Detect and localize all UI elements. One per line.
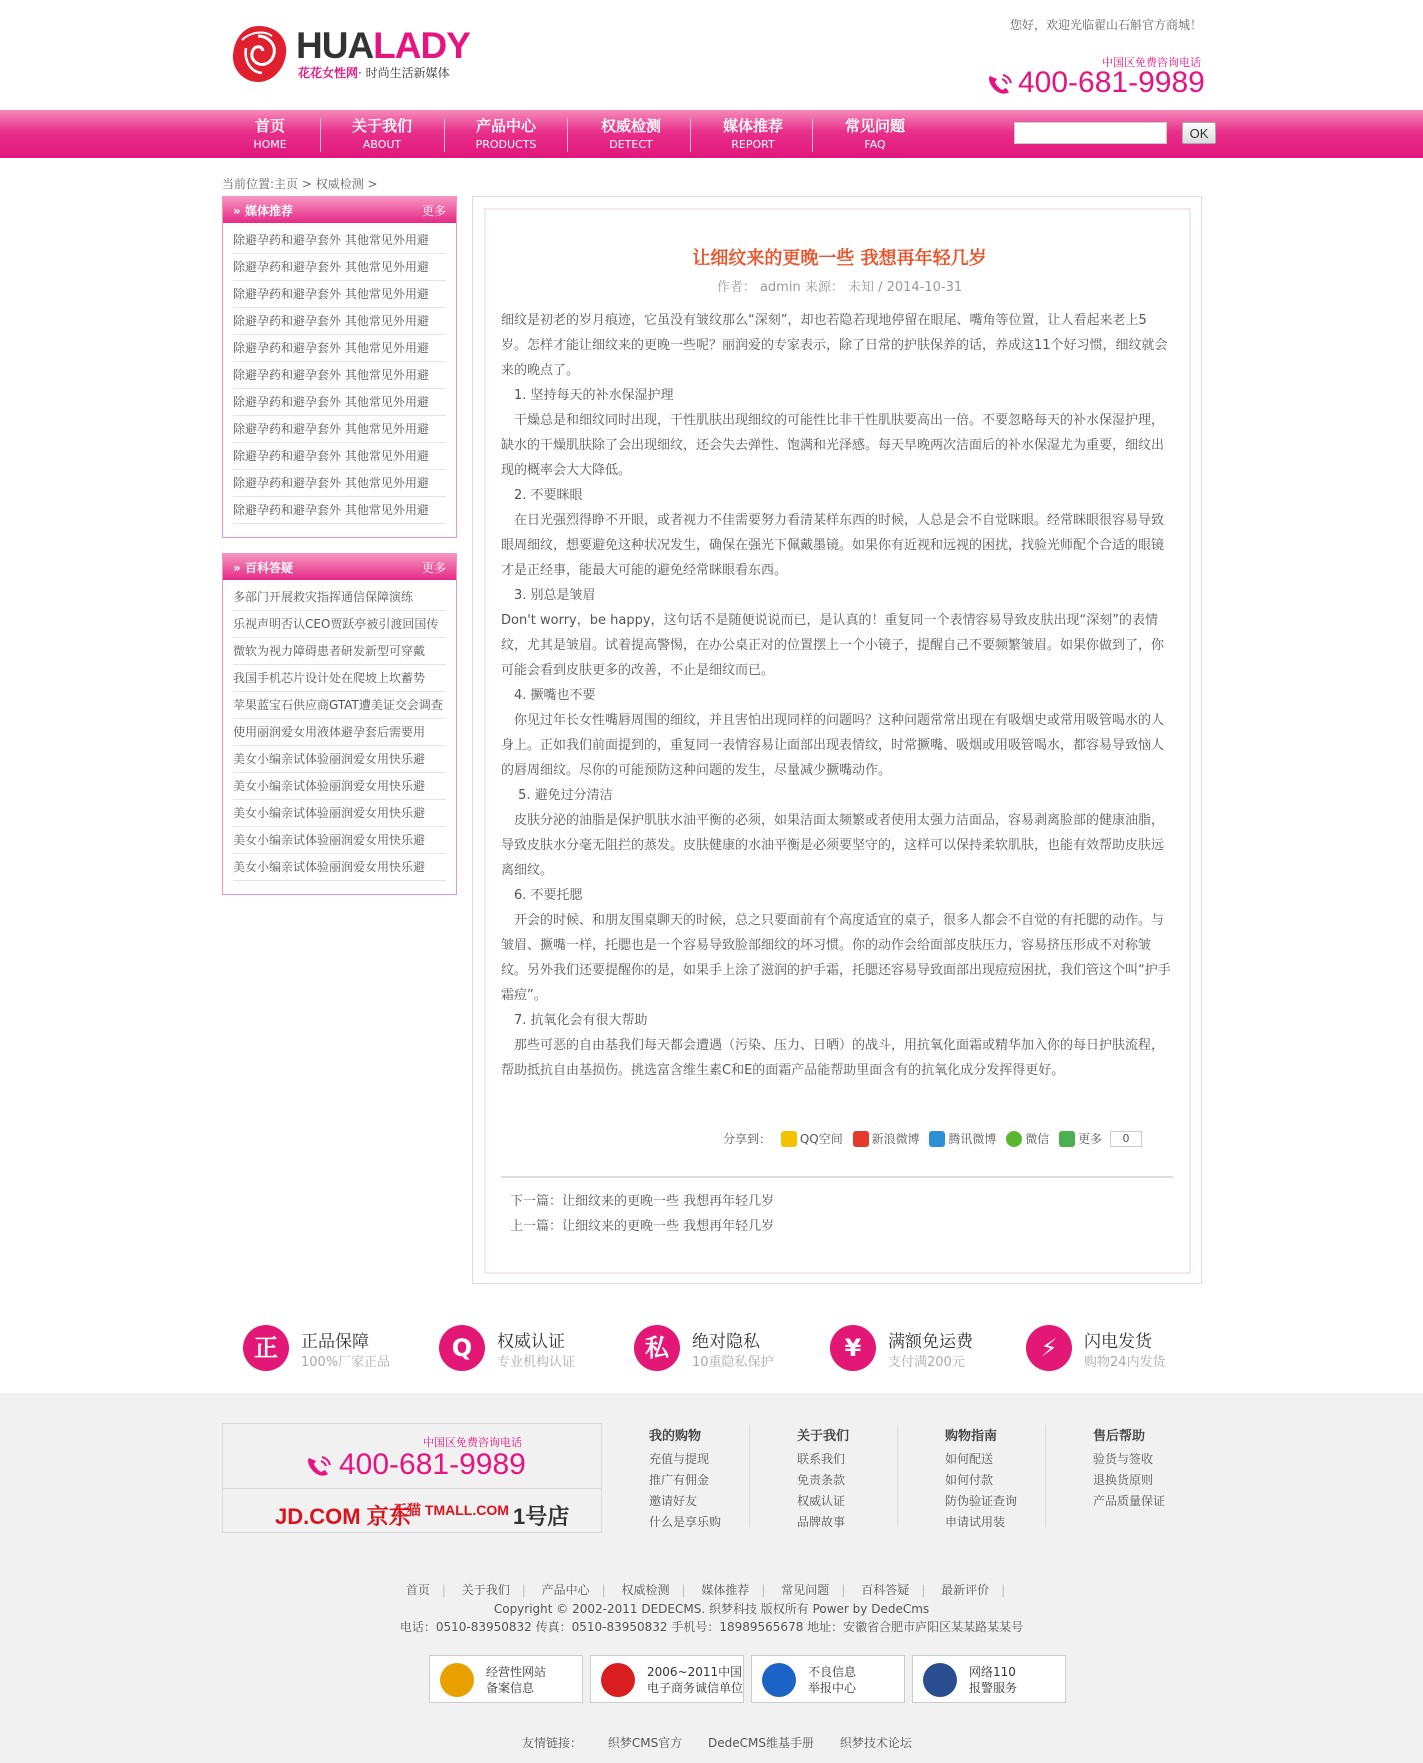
article-paragraph: 3. 别总是皱眉 [501, 588, 596, 603]
list-item[interactable]: 美女小编亲试体验丽润爱女用快乐避 [233, 827, 446, 854]
footer-hotline-label: 中国区免费咨询电话 [423, 1436, 522, 1449]
list-item[interactable]: 苹果蓝宝石供应商GTAT遭美证交会调查 [233, 692, 446, 719]
footer-hotline-number: 400-681-9989 [339, 1448, 526, 1481]
article-paragraph: 开会的时候、和朋友围桌聊天的时候，总之只要面前有个高度适宜的桌子，很多人都会不自觉的有托腮的动作。与皱眉、撅嘴一样，托腮也是一个容易导致脸部细纹的坏习惯。你的动作会给面部皮肤压力，容易挤压形成不对称皱纹。另外我们还要提醒你的是，如果手上涂了滋润的护手霜，托腮还容易导致面部出现痘痘困扰，我们管这个叫“护手霜痘”。 [501, 913, 1171, 1003]
list-item[interactable]: 除避孕药和避孕套外 其他常见外用避 [233, 416, 446, 443]
hotline-number: 400-681-9989 [1018, 66, 1205, 99]
share-qzone[interactable]: QQ空间 [799, 1132, 843, 1146]
welcome-text: 您好，欢迎光临翟山石斛官方商城！ [1010, 18, 1203, 32]
sidebar-faq-list [223, 580, 456, 885]
yhd-logo[interactable]: 1号店 [513, 1504, 570, 1529]
article-body [501, 308, 1171, 1083]
share-bar [723, 1130, 1163, 1150]
genuine-icon: 正 [243, 1325, 289, 1371]
list-item[interactable]: 美女小编亲试体验丽润爱女用快乐避 [233, 746, 446, 773]
list-item[interactable]: 除避孕药和避孕套外 其他常见外用避 [233, 254, 446, 281]
police-shield-icon [923, 1663, 957, 1697]
logo-wordmark: HUALADY [296, 25, 470, 66]
footer-col-about [777, 1425, 925, 1535]
logo-tagline: 花花女性网· 时尚生活新媒体 [298, 66, 450, 80]
divider: | [841, 1583, 846, 1597]
footer-link[interactable]: 品牌故事 [797, 1515, 846, 1529]
footer-link[interactable]: 验货与签收 [1093, 1452, 1154, 1466]
article-paragraph: 4. 撅嘴也不要 [501, 688, 596, 703]
divider: | [761, 1583, 766, 1597]
article-paragraph: 干燥总是和细纹同时出现，干性肌肤出现细纹的可能性比非干性肌肤要高出一倍。不要忽略每天的补水保湿护理，缺水的干燥肌肤除了会出现细纹，还会失去弹性、饱满和光泽感。每天早晚两次洁面后的补水保湿尤为重要，细纹出现的概率会大大降低。 [501, 413, 1165, 478]
divider: | [441, 1583, 446, 1597]
weibo-icon[interactable] [853, 1131, 869, 1147]
footer-hotline [305, 1448, 545, 1482]
feature-title: 正品保障 [301, 1332, 369, 1352]
nav-divider [812, 118, 813, 152]
footer-nav-link[interactable]: 产品中心 [541, 1583, 590, 1597]
search-button[interactable]: OK [1182, 122, 1216, 144]
wechat-icon[interactable] [1006, 1131, 1022, 1147]
list-item[interactable]: 我国手机芯片设计处在爬坡上坎蓄势 [233, 665, 446, 692]
footer-link[interactable]: 推广有佣金 [649, 1473, 710, 1487]
nav-divider [444, 118, 445, 152]
sidebar-faq-more-link[interactable]: 更多 [421, 561, 446, 575]
footer [0, 1393, 1423, 1763]
footer-col-aftersale [1073, 1425, 1221, 1535]
footer-link[interactable]: 充值与提现 [649, 1452, 710, 1466]
footer-link[interactable]: 什么是享乐购 [649, 1515, 722, 1529]
footer-nav-link[interactable]: 百科答疑 [861, 1583, 910, 1597]
footer-contact [222, 1423, 602, 1533]
nav-divider [320, 118, 321, 152]
divider: | [681, 1583, 686, 1597]
article-paragraph: 6. 不要托腮 [501, 888, 583, 903]
feature-fast-delivery [1026, 1323, 1206, 1373]
list-item[interactable]: 使用丽润爱女用液体避孕套后需要用 [233, 719, 446, 746]
share-weibo[interactable]: 新浪微博 [871, 1132, 920, 1146]
badge-icp[interactable] [429, 1655, 583, 1703]
lightning-icon: ⚡ [1026, 1325, 1072, 1371]
article-title: 让细纹来的更晚一些 我想再年轻几岁 [692, 248, 987, 269]
main-nav [0, 110, 1423, 158]
footer-link[interactable]: 防伪验证查询 [945, 1494, 1018, 1508]
next-article-link[interactable]: 下一篇：让细纹来的更晚一些 我想再年轻几岁 [510, 1194, 775, 1209]
footer-col-title: 我的购物 [649, 1429, 702, 1444]
logo[interactable] [228, 22, 488, 88]
footer-col-title: 关于我们 [797, 1429, 850, 1444]
divider [897, 1425, 898, 1527]
footer-link[interactable]: 如何付款 [945, 1473, 994, 1487]
feature-free-shipping [830, 1323, 1010, 1373]
divider: | [921, 1583, 926, 1597]
nav-divider [690, 118, 691, 152]
nav-report[interactable]: 媒体推荐 REPORT [722, 117, 783, 151]
footer-link[interactable]: 申请试用装 [945, 1515, 1006, 1529]
copyright: Copyright © 2002-2011 DEDECMS. 织梦科技 版权所有 Power by DedeCms [493, 1602, 930, 1616]
list-item[interactable]: 微软为视力障碍患者研发新型可穿戴 [233, 638, 446, 665]
list-item[interactable]: 除避孕药和避孕套外 其他常见外用避 [233, 470, 446, 497]
article-paragraph: 那些可恶的自由基我们每天都会遭遇（污染、压力、日晒）的战斗，用抗氧化面霜或精华加入你的每日护肤流程，帮助抵抗自由基损伤。挑选富含维生素C和E的面霜产品能帮助里面含有的抗氧化成分发挥得更好。 [501, 1038, 1165, 1078]
share-more[interactable]: 更多 [1078, 1132, 1103, 1146]
rose-logo-icon [228, 22, 290, 86]
privacy-icon: 私 [634, 1325, 680, 1371]
footer-nav [0, 1581, 1423, 1598]
breadcrumb: 当前位置:主页 > 权威检测 > [222, 177, 378, 191]
feature-subtitle: 支付满200元 [888, 1355, 965, 1370]
feature-subtitle: 专业机构认证 [497, 1355, 576, 1370]
list-item[interactable]: 美女小编亲试体验丽润爱女用快乐避 [233, 854, 446, 881]
feature-title: 绝对隐私 [692, 1332, 760, 1352]
list-item[interactable]: 美女小编亲试体验丽润爱女用快乐避 [233, 800, 446, 827]
article-paragraph: 皮肤分泌的油脂是保护肌肤水油平衡的必须，如果洁面太频繁或者使用太强力洁面品，容易剥离脸部的健康油脂，导致皮肤水分毫无阻拦的蒸发。皮肤健康的水油平衡是必须要坚守的，这样可以保持柔软肌肤，也能有效帮助皮肤远离细纹。 [501, 813, 1165, 878]
badge-text: 经营性网站 备案信息 [486, 1665, 547, 1695]
sidebar-media-more-link[interactable]: 更多 [421, 204, 446, 218]
hotline-label: 中国区免费咨询电话 [1102, 56, 1201, 69]
yen-icon: ¥ [830, 1325, 876, 1371]
badge-text: 2006~2011中国 电子商务诚信单位 [647, 1665, 744, 1695]
footer-link[interactable]: 联系我们 [797, 1452, 846, 1466]
badge-report[interactable] [751, 1655, 905, 1703]
feature-title: 权威认证 [497, 1332, 565, 1352]
footer-col-shopping [629, 1425, 777, 1535]
footer-nav-link[interactable]: 常见问题 [781, 1583, 830, 1597]
badge-icon [601, 1663, 635, 1697]
search-icon: Q [439, 1325, 485, 1371]
list-item[interactable]: 除避孕药和避孕套外 其他常见外用避 [233, 281, 446, 308]
friend-links [522, 1734, 934, 1751]
nav-products[interactable]: 产品中心 PRODUCTS [475, 117, 537, 151]
footer-col-title: 购物指南 [945, 1429, 998, 1444]
divider [223, 1488, 601, 1489]
feature-certified [439, 1323, 619, 1373]
list-item[interactable]: 多部门开展救灾指挥通信保障演练 [233, 584, 446, 611]
footer-link[interactable]: 退换货原则 [1093, 1473, 1154, 1487]
tencent-weibo-icon[interactable] [929, 1131, 945, 1147]
footer-link[interactable]: 权威认证 [797, 1494, 846, 1508]
badge-credit[interactable] [590, 1655, 744, 1703]
nav-about[interactable]: 关于我们 ABOUT [351, 117, 412, 151]
list-item[interactable]: 除避孕药和避孕套外 其他常见外用避 [233, 443, 446, 470]
divider: | [521, 1583, 526, 1597]
divider: | [601, 1583, 606, 1597]
plus-icon[interactable] [1059, 1131, 1075, 1147]
footer-link[interactable]: 邀请好友 [649, 1494, 698, 1508]
share-count: 0 [1110, 1131, 1142, 1147]
tmall-logo[interactable]: 天猫 TMALL.COM [393, 1502, 509, 1518]
qzone-icon[interactable] [781, 1131, 797, 1147]
feature-subtitle: 购物24内发货 [1084, 1355, 1166, 1370]
share-tencent-weibo[interactable]: 腾讯微博 [948, 1132, 997, 1146]
article-meta: 作者： admin 来源： 未知 / 2014-10-31 [716, 280, 963, 295]
friend-link[interactable]: DedeCMS维基手册 [708, 1736, 815, 1750]
list-item[interactable]: 除避孕药和避孕套外 其他常见外用避 [233, 362, 446, 389]
header [0, 0, 1423, 110]
footer-nav-link[interactable]: 最新评价 [941, 1583, 990, 1597]
article-paragraph: Don't worry，be happy，这句话不是随便说说而已，是认真的！重复同一个表情容易导致皮肤出现“深刻”的表情纹，尤其是皱眉。试着提高警惕，在办公桌正对的位置摆上一个小镜子，提醒自己不要频繁皱眉。如果你做到了，你可能会看到皮肤更多的改善，不止是细纹而已。 [501, 613, 1165, 678]
divider [1045, 1425, 1046, 1527]
badge-icon [762, 1663, 796, 1697]
footer-nav-link[interactable]: 权威检测 [621, 1583, 670, 1597]
article-paragraph: 2. 不要眯眼 [501, 488, 583, 503]
sidebar-faq-header [223, 554, 456, 580]
list-item[interactable]: 乐视声明否认CEO贾跃亭被引渡回国传 [233, 611, 446, 638]
footer-col-guide [925, 1425, 1073, 1535]
footer-nav-link[interactable]: 首页 [405, 1583, 430, 1597]
divider [749, 1425, 750, 1527]
feature-subtitle: 100%厂家正品 [301, 1355, 391, 1370]
feature-privacy [634, 1323, 814, 1373]
hotline [986, 66, 1206, 100]
badge-police[interactable] [912, 1655, 1066, 1703]
article-paragraph: 1. 坚持每天的补水保湿护理 [501, 388, 674, 403]
list-item[interactable]: 除避孕药和避孕套外 其他常见外用避 [233, 308, 446, 335]
article-paragraph: 5. 避免过分清洁 [501, 788, 613, 803]
phone-icon [986, 72, 1014, 96]
feature-subtitle: 10重隐私保护 [692, 1355, 774, 1370]
sidebar-media-box [222, 196, 457, 538]
friend-link[interactable]: 织梦技术论坛 [839, 1736, 912, 1750]
divider: | [1001, 1583, 1006, 1597]
feature-genuine [243, 1323, 423, 1373]
nav-faq[interactable]: 常见问题 FAQ [844, 117, 905, 151]
footer-nav-link[interactable]: 媒体推荐 [701, 1583, 750, 1597]
footer-nav-link[interactable]: 关于我们 [461, 1583, 510, 1597]
prev-article-link[interactable]: 上一篇：让细纹来的更晚一些 我想再年轻几岁 [510, 1219, 775, 1234]
article-inner [484, 208, 1191, 1274]
nav-detect[interactable]: 权威检测 DETECT [600, 117, 661, 151]
list-item[interactable]: 除避孕药和避孕套外 其他常见外用避 [233, 227, 446, 254]
list-item[interactable]: 除避孕药和避孕套外 其他常见外用避 [233, 497, 446, 524]
article-paragraph: 在日光强烈得睁不开眼，或者视力不佳需要努力看清某样东西的时候，人总是会不自觉眯眼。经常眯眼很容易导致眼周细纹，想要避免这种状况发生，确保在强光下佩戴墨镜。如果你有近视和远视的困扰，找验光师配个合适的眼镜才是正经事，能最大可能的避免经常眯眼看东西。 [501, 513, 1165, 578]
footer-col-title: 售后帮助 [1093, 1429, 1146, 1444]
feature-title: 满额免运费 [888, 1332, 973, 1352]
badge-text: 不良信息 举报中心 [808, 1665, 857, 1695]
friend-links-label: 友情链接： [522, 1736, 583, 1750]
jd-logo[interactable]: JD.COM 京东 [275, 1504, 411, 1529]
article-paragraph: 7. 抗氧化会有很大帮助 [501, 1013, 648, 1028]
article-paragraph: 细纹是初老的岁月痕迹，它虽没有皱纹那么“深刻”，却也若隐若现地停留在眼尾、嘴角等位置，让人看起来老上5岁。怎样才能让细纹来的更晚一些呢？丽润爱的专家表示，除了日常的护肤保养的话，养成这11个好习惯，细纹就会来的晚点了。 [501, 313, 1168, 378]
contact-address: 电话：0510-83950832 传真：0510-83950832 手机号：18989565678 地址：安徽省合肥市庐阳区某某路某某号 [399, 1620, 1024, 1634]
footer-link[interactable]: 如何配送 [945, 1452, 994, 1466]
badge-icon [440, 1663, 474, 1697]
list-item[interactable]: 除避孕药和避孕套外 其他常见外用避 [233, 335, 446, 362]
phone-icon [305, 1454, 333, 1478]
nav-home[interactable]: 首页 HOME [253, 117, 287, 151]
sidebar-media-header [223, 197, 456, 223]
sidebar-media-list [223, 223, 456, 528]
sidebar-media-title: » 媒体推荐 [233, 204, 293, 218]
list-item[interactable]: 美女小编亲试体验丽润爱女用快乐避 [233, 773, 446, 800]
footer-link[interactable]: 产品质量保证 [1093, 1494, 1166, 1508]
badge-text: 网络110 报警服务 [969, 1665, 1018, 1695]
search-input[interactable] [1014, 122, 1167, 144]
share-wechat[interactable]: 微信 [1025, 1132, 1050, 1146]
feature-title: 闪电发货 [1084, 1332, 1152, 1352]
article-paragraph: 你见过年长女性嘴唇周围的细纹，并且害怕出现同样的问题吗？这种问题常常出现在有吸烟史或常用吸管喝水的人身上。正如我们前面提到的，重复同一表情容易让面部出现表情纹，时常撅嘴、吸烟或用吸管喝水，都容易导致恼人的唇周细纹。尽你的可能预防这种问题的发生，尽量减少撅嘴动作。 [501, 713, 1165, 778]
footer-link[interactable]: 免责条款 [797, 1473, 846, 1487]
share-label: 分享到： [723, 1132, 772, 1146]
list-item[interactable]: 除避孕药和避孕套外 其他常见外用避 [233, 389, 446, 416]
friend-link[interactable]: 织梦CMS官方 [607, 1736, 683, 1750]
nav-divider [567, 118, 568, 152]
sidebar-faq-box [222, 553, 457, 895]
sidebar-faq-title: » 百科答疑 [233, 561, 293, 575]
divider [501, 1176, 1173, 1178]
article-container [472, 196, 1202, 1284]
